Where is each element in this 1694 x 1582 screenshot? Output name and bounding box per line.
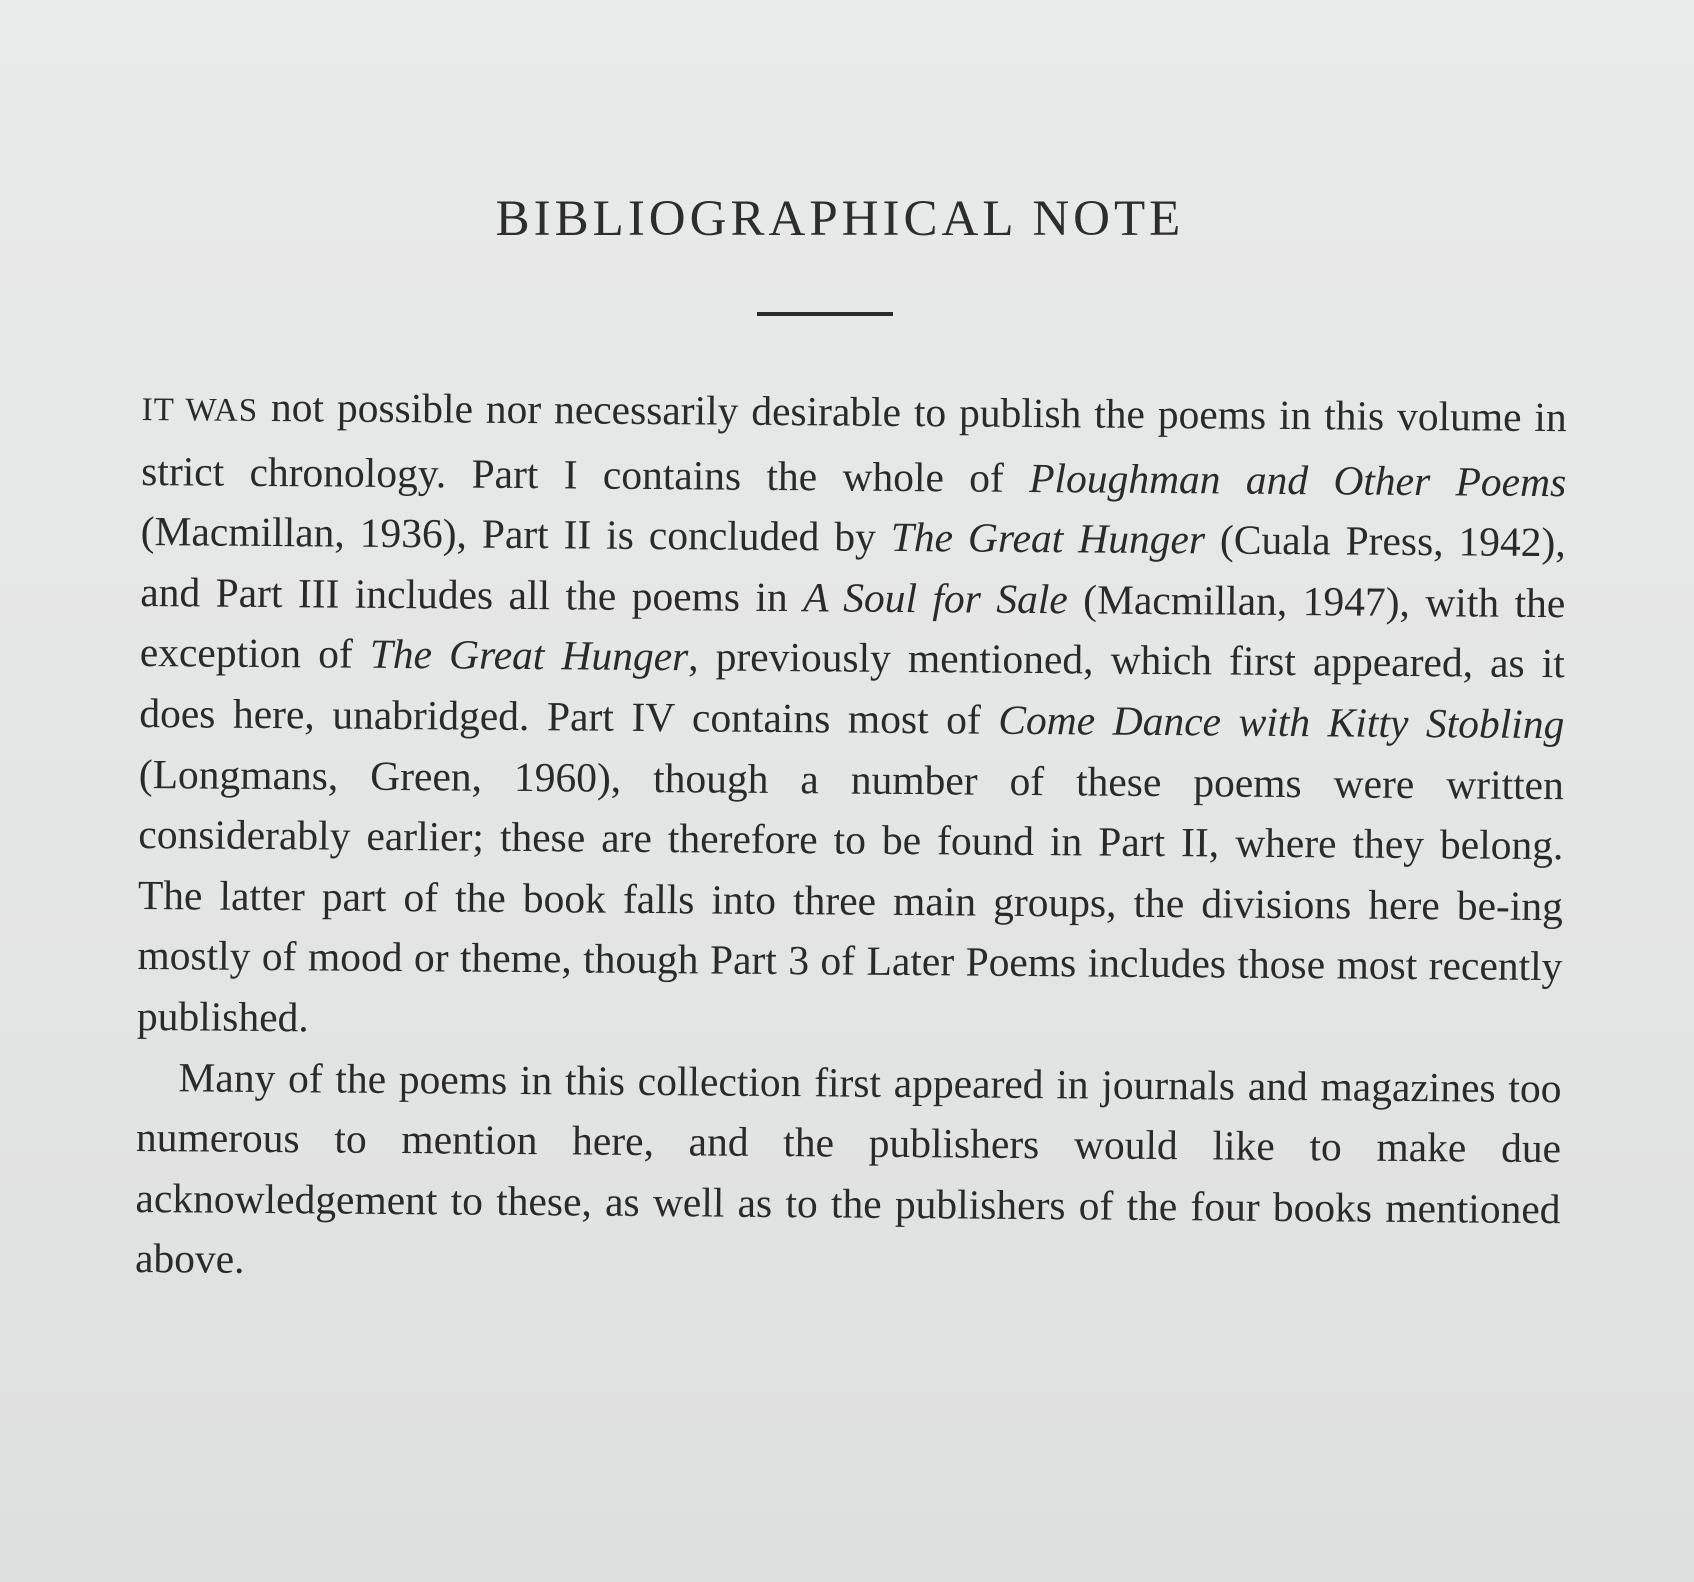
paragraph-text: not possible nor necessarily desirable to publish the poems in this volume in strict chronology. Part I contains the whole of xyxy=(141,383,1567,501)
book-title-soul-for-sale: A Soul for Sale xyxy=(803,573,1069,623)
paragraph-1 xyxy=(137,376,1567,1058)
page-title: BIBLIOGRAPHICAL NOTE xyxy=(495,191,1185,247)
paragraph-text: (Longmans, Green, 1960), though a number of these poems were written considerably earlier; these are therefore to be found in Part II, where they belong. The latter part of the book falls into three main groups, the divisions here be-ing mostly of mood or theme, though Part 3 of Later Poems includes those most recently published. xyxy=(136,750,1565,1041)
paragraph-text: (Macmillan, 1947), with the exception of xyxy=(139,576,1566,678)
paragraph-text: , previously mentioned, which first appeared, as it does here, unabridged. Part IV contains most of xyxy=(139,633,1565,743)
book-title-great-hunger: The Great Hunger xyxy=(890,514,1206,563)
paragraph-text: (Macmillan, 1936), Part II is concluded by xyxy=(140,508,892,561)
paragraph-text: (Cuala Press, 1942), and Part III includes all the poems in xyxy=(140,516,1566,620)
paragraph-2: Many of the poems in this collection first appeared in journals and magazines too numerous to mention here, and the publishers would like to make due acknowledgement to these, as well as to the publishers of the four books mentioned above. xyxy=(134,1053,1562,1283)
book-title-kitty-stobling: Come Dance with Kitty Stobling xyxy=(998,696,1565,748)
note-body xyxy=(135,376,1567,1300)
book-title-ploughman: Ploughman and Other Poems xyxy=(1029,454,1567,505)
book-title-great-hunger: The Great Hunger xyxy=(369,631,689,680)
paragraph-lead: IT WAS xyxy=(141,391,259,429)
title-rule xyxy=(757,312,893,316)
